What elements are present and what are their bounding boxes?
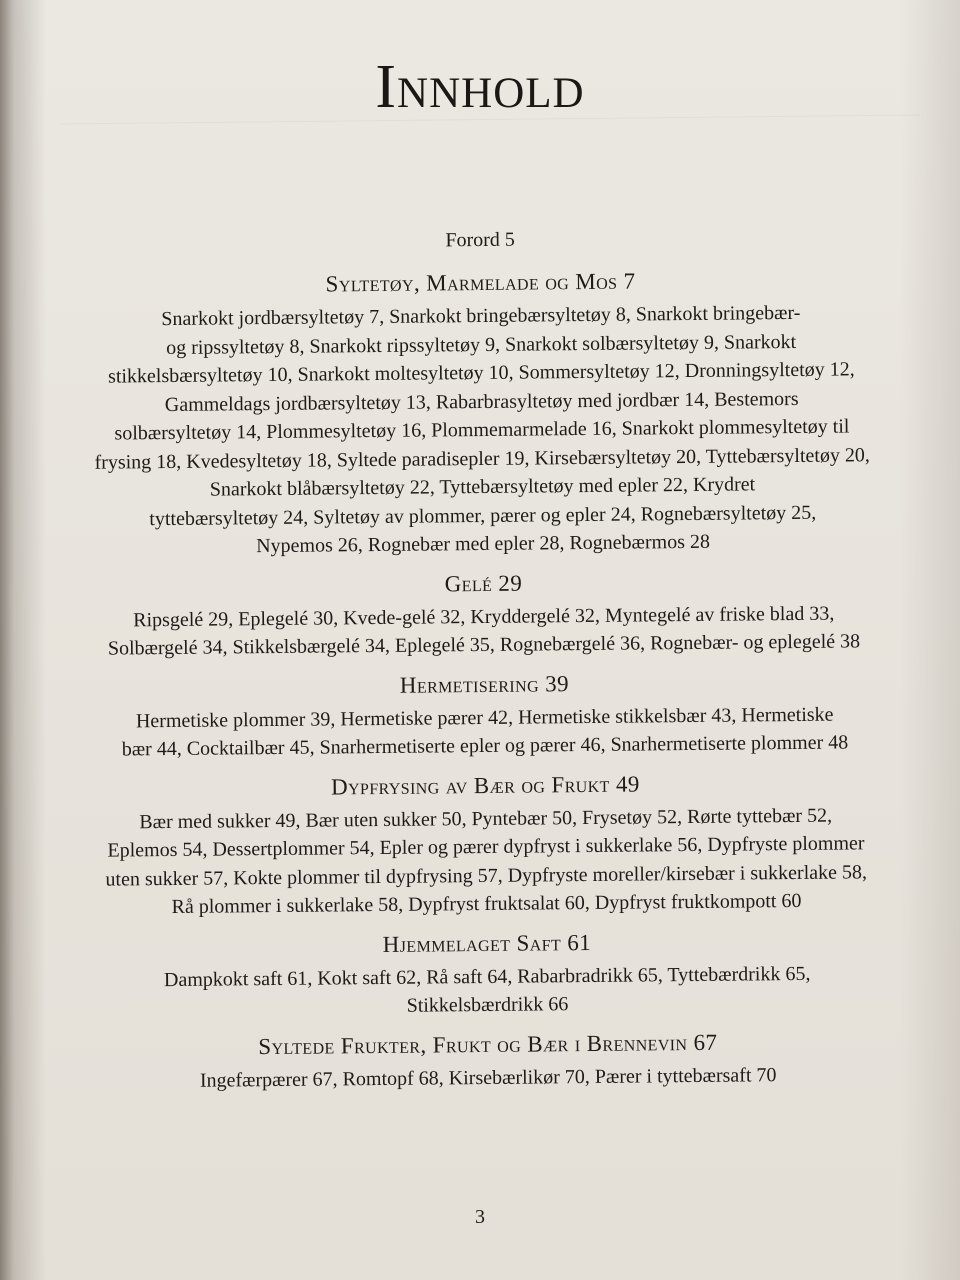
section-title: Gelé 29 [444,570,523,596]
entry-line: Nypemos 26, Rognebær med epler 28, Rognebærmos 28 [256,530,711,558]
entry-line: Snarkokt jordbærsyltetøy 7, Snarkokt bringebærsyltetøy 8, Snarkokt bringebær- [161,301,801,331]
section-entries [46,800,927,922]
page-title: Innhold [375,53,585,121]
section-entries [47,958,928,1023]
entry-line: Snarkokt blåbærsyltetøy 22, Tyttebærsyltetøy med epler 22, Krydret [209,473,756,501]
page-number: 3 [475,1206,485,1228]
entry-line: frysing 18, Kvedesyltetøy 18, Syltede paradisepler 19, Kirsebærsyltetøy 20, Tyttebærsyltetøy 20, [94,443,870,474]
section-title: Hermetisering 39 [399,670,570,698]
entry-line: Solbærgelé 34, Stikkelsbærgelé 34, Eplegelé 35, Rognebærgelé 36, Rognebær- og eplegelé 38 [107,630,861,660]
entry-line: Hermetiske plommer 39, Hermetiske pærer 42, Hermetiske stikkelsbær 43, Hermetiske [135,703,834,732]
toc-section [40,264,923,563]
section-title: Syltede Frukter, Frukt og Bær i Brennevin 67 [258,1029,718,1059]
entry-line: Rå plommer i sukkerlake 58, Dypfryst fruktsalat 60, Dypfryst fruktkompott 60 [171,889,802,918]
entry-line: Gammeldags jordbærsyltetøy 13, Rabarbrasyltetøy med jordbær 14, Bestemors [164,387,799,416]
entry-line: Bær med sukker 49, Bær uten sukker 50, Pyntebær 50, Frysetøy 52, Rørte tyttebær 52, [139,804,833,833]
table-of-contents [40,222,928,1096]
section-title: Syltetøy, Marmelade og Mos 7 [325,268,636,297]
section-title: Hjemmelaget Saft 61 [382,929,592,957]
toc-section [45,766,926,922]
section-entries [41,298,923,563]
entry-line: og ripssyltetøy 8, Snarkokt ripssyltetøy 9, Snarkokt solbærsyltetøy 9, Snarkokt [166,330,797,359]
entry-line: Dampkokt saft 61, Kokt saft 62, Rå saft 64, Rabarbradrikk 65, Tyttebærdrikk 65, [163,962,811,991]
entry-line: bær 44, Cocktailbær 45, Snarhermetiserte epler og pærer 46, Snarhermetiserte plommer 48 [121,731,849,761]
toc-foreword: Forord 5 [445,228,515,252]
entry-line: Stikkelsbærdrikk 66 [406,993,569,1017]
entry-line: uten sukker 57, Kokte plommer til dypfrysing 57, Dypfryste moreller/kirsebær i sukkerlake 58, [105,860,868,891]
toc-section [48,1025,929,1096]
entry-line: Ingefærpærer 67, Romtopf 68, Kirsebærlikør 70, Pærer i tyttebærsaft 70 [199,1063,777,1092]
entry-line: solbærsyltetøy 14, Plommesyltetøy 16, Plommemarmelade 16, Snarkokt plommesyltetøy til [114,415,850,445]
entry-line: tyttebærsyltetøy 24, Syltetøy av plommer, pærer og epler 24, Rognebærsyltetøy 25, [149,501,817,530]
toc-section [47,924,928,1023]
entry-line: stikkelsbærsyltetøy 10, Snarkokt moltesyltetøy 10, Sommersyltetøy 12, Dronningsyltetøy 12, [107,358,855,388]
toc-section [44,665,925,764]
section-title: Dypfrysing av Bær og Frukt 49 [330,770,640,799]
entry-line: Ripsgelé 29, Eplegelé 30, Kvede-gelé 32, Kryddergelé 32, Myntegelé av friske blad 33, [133,602,835,631]
entry-line: Eplemos 54, Dessertplommer 54, Epler og pærer dypfryst i sukkerlake 56, Dypfryste plommer [107,832,865,862]
section-entries [48,1059,928,1096]
section-entries [44,598,925,663]
toc-section [43,564,924,663]
section-entries [45,699,926,764]
